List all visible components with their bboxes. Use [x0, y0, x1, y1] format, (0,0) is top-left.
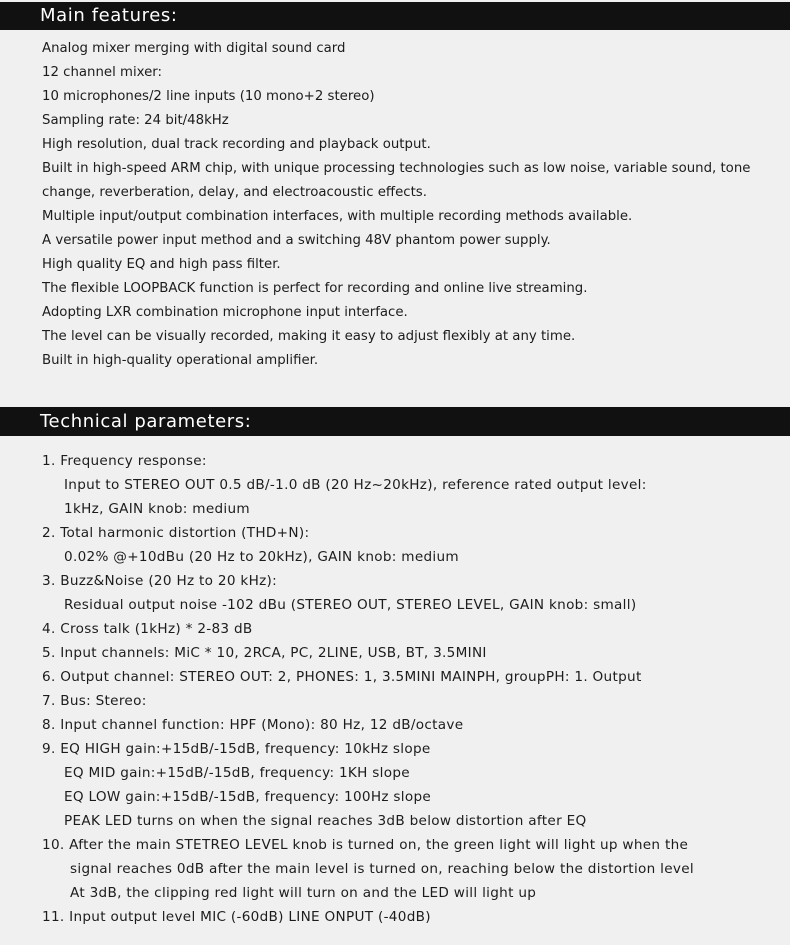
- parameter-detail: EQ MID gain:+15dB/-15dB, frequency: 1KH slope: [64, 765, 410, 781]
- parameter-heading: 10. After the main STETREO LEVEL knob is turned on, the green light will light up when the: [42, 837, 689, 853]
- parameter-detail: EQ LOW gain:+15dB/-15dB, frequency: 100Hz slope: [64, 789, 432, 805]
- parameter-detail: PEAK LED turns on when the signal reaches 3dB below distortion after EQ: [64, 813, 587, 829]
- feature-item: Multiple input/output combination interfaces, with multiple recording methods available.: [42, 209, 633, 224]
- feature-item: A versatile power input method and a switching 48V phantom power supply.: [42, 233, 551, 248]
- main-features-title: Main features:: [40, 5, 178, 26]
- parameter-item: [42, 713, 787, 737]
- feature-item: change, reverberation, delay, and electroacoustic effects.: [42, 185, 427, 200]
- parameter-heading: 11. Input output level MIC (-60dB) LINE ONPUT (-40dB): [42, 909, 431, 925]
- feature-item: The flexible LOOPBACK function is perfect for recording and online live streaming.: [42, 281, 588, 296]
- parameter-item: [42, 569, 787, 617]
- parameter-heading: 7. Bus: Stereo:: [42, 693, 147, 709]
- parameter-item: [42, 449, 787, 521]
- feature-item: High resolution, dual track recording and playback output.: [42, 137, 431, 152]
- technical-parameters-title: Technical parameters:: [40, 411, 252, 432]
- main-features-list: [42, 37, 782, 373]
- feature-item: Built in high-quality operational amplifier.: [42, 353, 319, 368]
- feature-item: 12 channel mixer:: [42, 65, 162, 80]
- parameter-detail: At 3dB, the clipping red light will turn on and the LED will light up: [70, 885, 537, 901]
- feature-item: Adopting LXR combination microphone input interface.: [42, 305, 408, 320]
- feature-item: 10 microphones/2 line inputs (10 mono+2 stereo): [42, 89, 375, 104]
- feature-item: High quality EQ and high pass filter.: [42, 257, 281, 272]
- parameter-heading: 9. EQ HIGH gain:+15dB/-15dB, frequency: 10kHz slope: [42, 741, 431, 757]
- feature-item: Sampling rate: 24 bit/48kHz: [42, 113, 229, 128]
- parameter-item: [42, 665, 787, 689]
- parameter-heading: 1. Frequency response:: [42, 453, 207, 469]
- parameter-detail: Residual output noise -102 dBu (STEREO OUT, STEREO LEVEL, GAIN knob: small): [64, 597, 637, 613]
- parameter-item: [42, 905, 787, 929]
- technical-parameters-header: [0, 407, 790, 436]
- main-features-header: [0, 2, 790, 30]
- parameter-heading: 5. Input channels: MiC * 10, 2RCA, PC, 2LINE, USB, BT, 3.5MINI: [42, 645, 487, 661]
- parameter-item: [42, 833, 787, 905]
- parameter-heading: 2. Total harmonic distortion (THD+N):: [42, 525, 310, 541]
- parameter-detail: 1kHz, GAIN knob: medium: [64, 501, 250, 517]
- parameter-heading: 8. Input channel function: HPF (Mono): 80 Hz, 12 dB/octave: [42, 717, 464, 733]
- parameter-item: [42, 737, 787, 833]
- feature-item: Analog mixer merging with digital sound card: [42, 41, 346, 56]
- parameter-heading: 4. Cross talk (1kHz) * 2-83 dB: [42, 621, 253, 637]
- parameter-item: [42, 617, 787, 641]
- parameter-heading: 6. Output channel: STEREO OUT: 2, PHONES: 1, 3.5MINI MAINPH, groupPH: 1. Output: [42, 669, 642, 685]
- parameter-detail: Input to STEREO OUT 0.5 dB/-1.0 dB (20 Hz~20kHz), reference rated output level:: [64, 477, 647, 493]
- parameter-heading: 3. Buzz&Noise (20 Hz to 20 kHz):: [42, 573, 278, 589]
- technical-parameters-list: [42, 449, 787, 929]
- parameter-item: [42, 521, 787, 569]
- feature-item: The level can be visually recorded, making it easy to adjust flexibly at any time.: [42, 329, 576, 344]
- parameter-detail: signal reaches 0dB after the main level is turned on, reaching below the distortion level: [70, 861, 694, 877]
- parameter-detail: 0.02% @+10dBu (20 Hz to 20kHz), GAIN knob: medium: [64, 549, 459, 565]
- feature-item: Built in high-speed ARM chip, with unique processing technologies such as low noise, variable sound, tone: [42, 161, 751, 176]
- parameter-item: [42, 689, 787, 713]
- parameter-item: [42, 641, 787, 665]
